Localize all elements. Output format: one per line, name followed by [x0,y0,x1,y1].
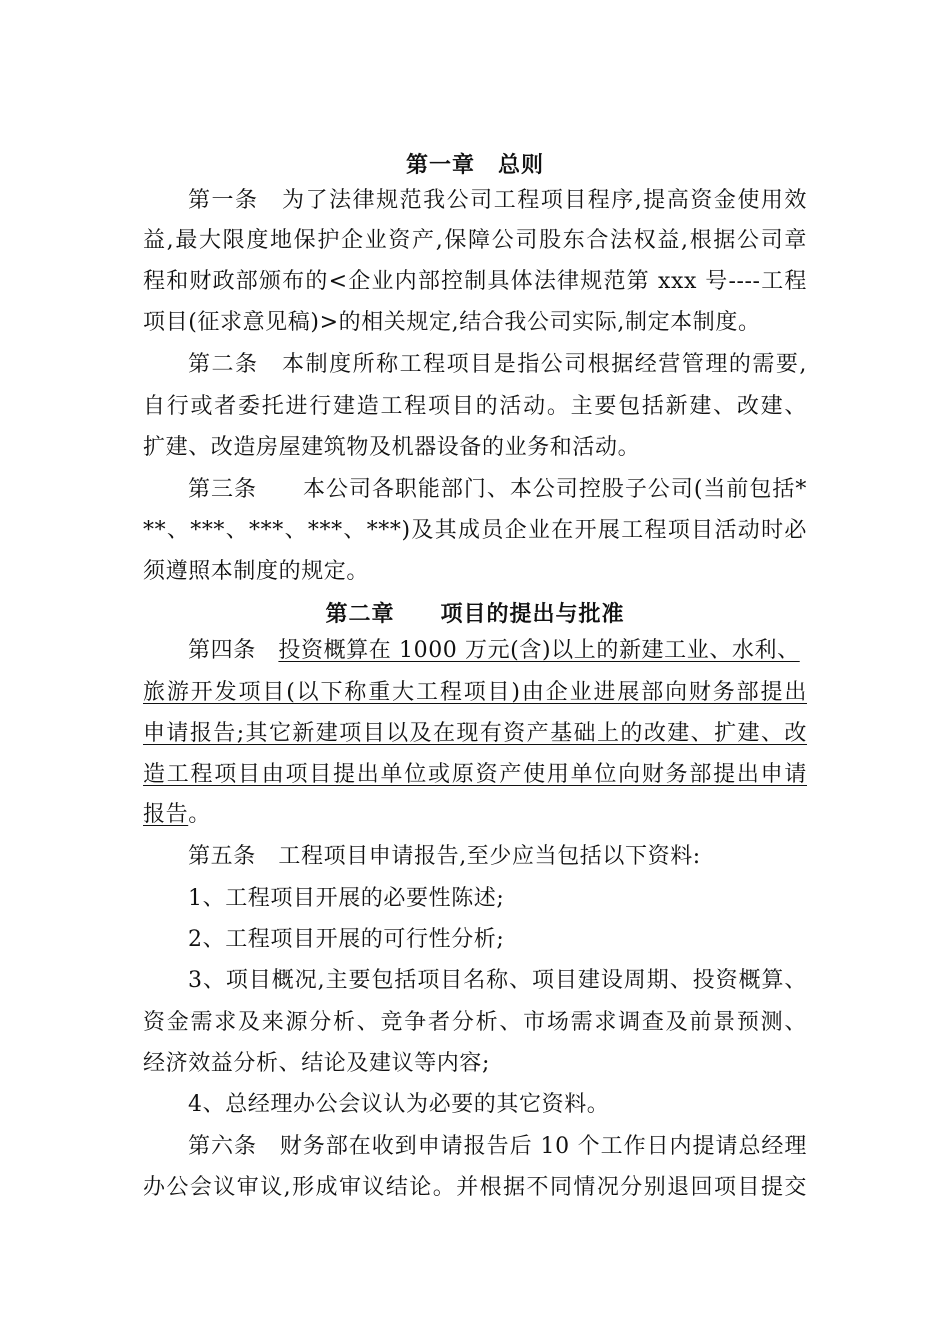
chapter1-heading: 第一章 总则 [405,153,544,178]
article2-line-2: 自行或者委托进行建造工程项目的活动。主要包括新建、改建、 [143,394,807,419]
article4-line-2: 旅游开发项目(以下称重大工程项目)由企业进展部向财务部提出 [143,680,807,705]
article5-item-3-line-2: 资金需求及来源分析、竞争者分析、市场需求调查及前景预测、 [143,1010,807,1035]
article6-line-2: 办公会议审议,形成审议结论。并根据不同情况分别退回项目提交 [143,1175,807,1200]
article1-line-3: 程和财政部颁布的<企业内部控制具体法律规范第 xxx 号----工程 [143,269,807,294]
article5-item-4: 4、总经理办公会议认为必要的其它资料。 [188,1092,610,1117]
article4-suffix: 。 [188,802,211,827]
article3-line-1: 第三条 本公司各职能部门、本公司控股子公司(当前包括* [188,477,807,502]
article4-prefix: 第四条 [188,638,279,663]
article5-item-2: 2、工程项目开展的可行性分析; [188,927,505,952]
article3-line-3: 须遵照本制度的规定。 [143,559,370,584]
article4-line-4: 造工程项目由项目提出单位或原资产使用单位向财务部提出申请 [143,762,807,787]
article1-line-1: 第一条 为了法律规范我公司工程项目程序,提高资金使用效 [188,188,807,213]
article3-line-2: **、***、***、***、***)及其成员企业在开展工程项目活动时必 [143,518,807,543]
article2-line-1: 第二条 本制度所称工程项目是指公司根据经营管理的需要, [188,352,807,377]
article5-item-3-line-3: 经济效益分析、结论及建议等内容; [143,1051,491,1076]
article4-line-5 [143,800,807,830]
article5-line-1: 第五条 工程项目申请报告,至少应当包括以下资料: [188,844,701,869]
article5-item-3-line-1: 3、项目概况,主要包括项目名称、项目建设周期、投资概算、 [188,968,807,993]
chapter2-heading: 第二章 项目的提出与批准 [325,602,625,627]
article6-line-1: 第六条 财务部在收到申请报告后 10 个工作日内提请总经理 [188,1134,807,1159]
article4-line-3: 申请报告;其它新建项目以及在现有资产基础上的改建、扩建、改 [143,721,807,746]
article2-line-3: 扩建、改造房屋建筑物及机器设备的业务和活动。 [143,435,641,460]
article4-underlined-text: 投资概算在 1000 万元(含)以上的新建工业、水利、 [278,638,800,663]
article4-line-1 [188,636,807,666]
article4-underlined-text: 报告 [143,802,189,827]
article5-item-1: 1、工程项目开展的必要性陈述; [188,886,505,911]
article1-line-2: 益,最大限度地保护企业资产,保障公司股东合法权益,根据公司章 [143,228,807,253]
article1-line-4: 项目(征求意见稿)>的相关规定,结合我公司实际,制定本制度。 [143,310,761,335]
